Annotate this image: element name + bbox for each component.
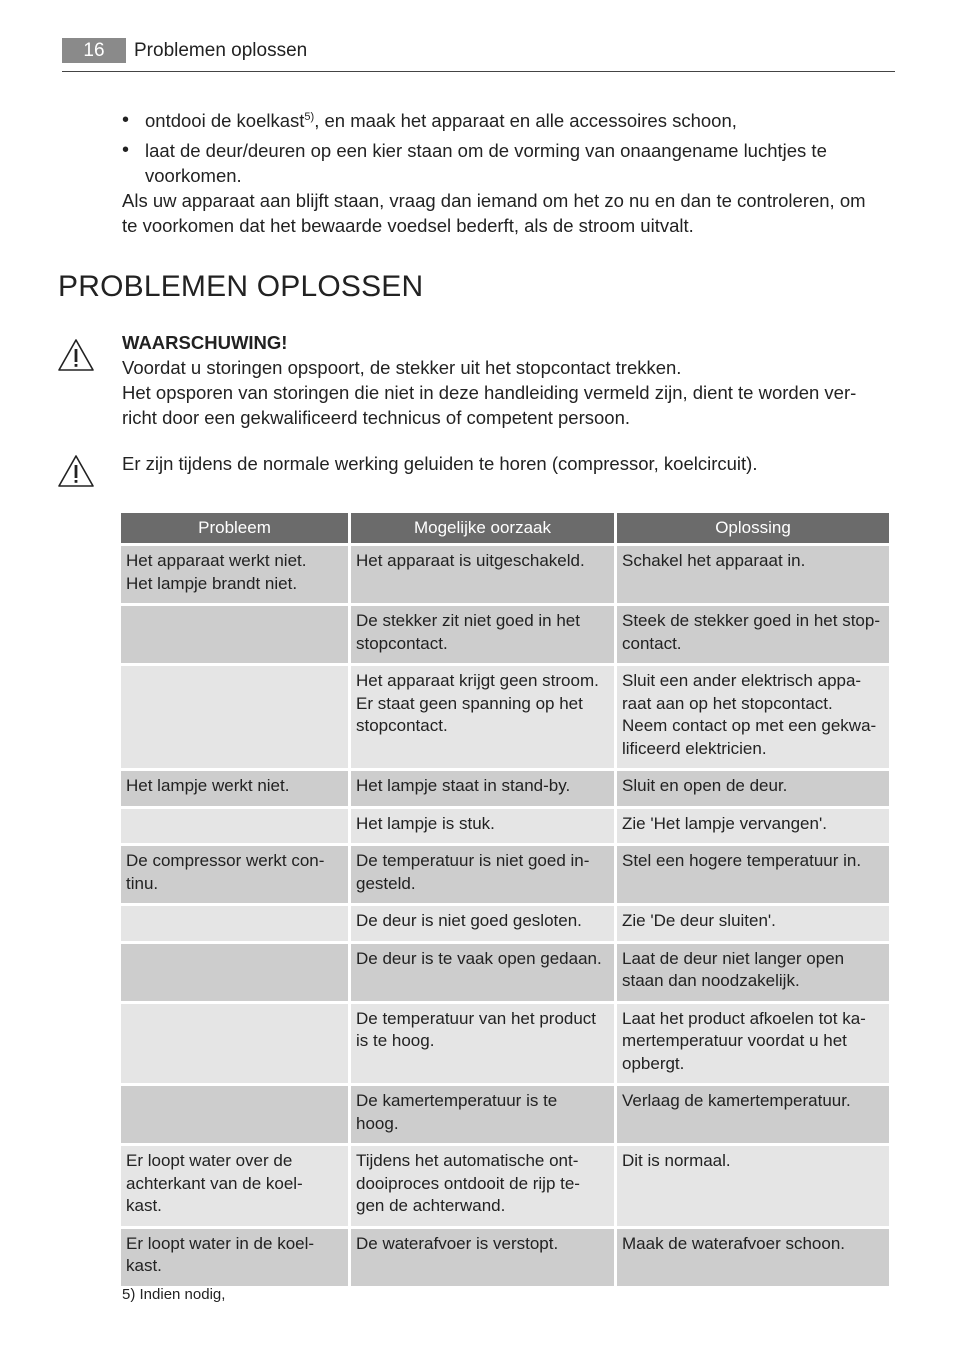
problem-cell — [121, 1146, 348, 1226]
column-header: Oplossing — [617, 513, 889, 543]
bullet-item — [122, 108, 894, 133]
cause-cell — [351, 846, 614, 903]
bullet-dot: • — [122, 109, 130, 131]
solution-text: Laat de deur niet langer open — [622, 948, 845, 968]
table-row — [121, 846, 889, 903]
solution-text: Maak de waterafvoer schoon. — [622, 1233, 846, 1253]
problem-text: kast. — [126, 1256, 162, 1275]
cause-text: Tijdens het automatische ont- — [356, 1151, 579, 1170]
solution-cell — [617, 809, 889, 844]
table-row — [121, 606, 889, 663]
solution-text: Stel een hogere temperatuur in. — [622, 851, 862, 870]
bullet-text: ontdooi de koelkast — [145, 110, 305, 131]
problem-text: De compressor werkt con- — [126, 851, 325, 870]
cause-cell — [351, 606, 614, 663]
cause-text: gesteld. — [356, 873, 416, 893]
bullet-text: , en maak het apparaat en alle accessoires schoon, — [314, 110, 737, 131]
solution-cell — [617, 846, 889, 903]
problem-cell — [121, 606, 348, 663]
table-row — [121, 546, 889, 603]
problem-cell — [121, 1229, 348, 1286]
cause-text: Het apparaat is uitgeschakeld. — [356, 551, 585, 570]
solution-cell — [617, 1004, 889, 1084]
cause-text: De stekker zit niet goed in het — [356, 611, 580, 630]
warning-icon — [57, 338, 95, 372]
cause-text: Het lampje is stuk. — [356, 813, 495, 833]
table-row — [121, 1229, 889, 1286]
page-header — [62, 38, 895, 72]
cause-text: Het lampje staat in stand-by. — [356, 776, 571, 795]
cause-text: hoog. — [356, 1113, 399, 1133]
solution-text: opbergt. — [622, 1053, 685, 1073]
problem-text: tinu. — [126, 873, 159, 893]
page-number: 16 — [62, 38, 126, 63]
table-row — [121, 944, 889, 1001]
table-row — [121, 666, 889, 768]
warning-line: richt door een gekwalificeerd technicus of competent persoon. — [122, 407, 631, 428]
cause-text: De temperatuur van het product — [356, 1008, 597, 1028]
solution-text: raat aan op het stopcontact. — [622, 693, 833, 713]
problem-cell — [121, 846, 348, 903]
solution-cell — [617, 771, 889, 806]
cause-text: gen de achterwand. — [356, 1196, 506, 1215]
solution-text: Sluit een ander elektrisch appa- — [622, 671, 862, 690]
paragraph-line: te voorkomen dat het bewaarde voedsel bederft, als de stroom uitvalt. — [122, 215, 694, 236]
column-header: Probleem — [121, 513, 348, 543]
footnote: 5) Indien nodig, — [122, 1286, 226, 1303]
cause-text: stopcontact. — [356, 633, 448, 653]
cause-cell — [351, 1086, 614, 1143]
table-row — [121, 771, 889, 806]
cause-cell — [351, 944, 614, 1001]
cause-text: Er staat geen spanning op het — [356, 693, 583, 713]
problem-cell — [121, 771, 348, 806]
bullet-dot: • — [122, 139, 130, 161]
table-row — [121, 1004, 889, 1084]
solution-text: Sluit en open de deur. — [622, 776, 788, 795]
table-body — [121, 546, 889, 1286]
cause-text: is te hoog. — [356, 1031, 435, 1050]
solution-text: contact. — [622, 633, 682, 653]
warning-block — [122, 330, 894, 430]
solution-text: Laat het product afkoelen tot ka- — [622, 1008, 866, 1028]
cause-text: De temperatuur is niet goed in- — [356, 851, 590, 870]
cause-text: dooiproces ontdooit de rijp te- — [356, 1173, 580, 1193]
problem-text: Er loopt water in de koel- — [126, 1233, 315, 1253]
solution-cell — [617, 944, 889, 1001]
section-title: PROBLEMEN OPLOSSEN — [58, 270, 424, 303]
solution-cell — [617, 666, 889, 768]
bullet-text: laat de deur/deuren op een kier staan om de vorming van onaangename luchtjes te — [145, 140, 827, 161]
cause-text: De deur is te vaak open gedaan. — [356, 948, 602, 968]
problem-cell — [121, 666, 348, 768]
solution-text: mertemperatuur voordat u het — [622, 1031, 847, 1050]
cause-cell — [351, 906, 614, 941]
warning-line: Het opsporen van storingen die niet in deze handleiding vermeld zijn, dient te worden ver- — [122, 382, 857, 403]
troubleshooting-table — [118, 510, 892, 1289]
solution-cell — [617, 546, 889, 603]
solution-cell — [617, 1229, 889, 1286]
cause-text: De kamertemperatuur is te — [356, 1091, 558, 1110]
paragraph-line: Als uw apparaat aan blijft staan, vraag dan iemand om het zo nu en dan te controleren, om — [122, 190, 866, 211]
cause-cell — [351, 1004, 614, 1084]
cause-cell — [351, 1229, 614, 1286]
cause-text: De deur is niet goed gesloten. — [356, 911, 582, 930]
table-row — [121, 1146, 889, 1226]
solution-cell — [617, 1086, 889, 1143]
cause-cell — [351, 771, 614, 806]
problem-cell — [121, 906, 348, 941]
solution-text: Zie 'De deur sluiten'. — [622, 911, 776, 930]
solution-text: Neem contact op met een gekwa- — [622, 716, 877, 735]
cause-cell — [351, 666, 614, 768]
cause-text: De waterafvoer is verstopt. — [356, 1233, 559, 1253]
problem-text: Er loopt water over de — [126, 1151, 293, 1170]
cause-text: stopcontact. — [356, 716, 448, 735]
problem-text: Het lampje brandt niet. — [126, 573, 298, 593]
intro-paragraph — [122, 188, 894, 238]
table-header-row — [121, 513, 889, 543]
problem-text: Het lampje werkt niet. — [126, 776, 290, 795]
solution-text: Zie 'Het lampje vervangen'. — [622, 813, 827, 833]
solution-text: staan dan noodzakelijk. — [622, 971, 800, 990]
footnote-ref: 5) — [304, 110, 315, 123]
caution-icon — [57, 454, 95, 488]
solution-cell — [617, 1146, 889, 1226]
problem-cell — [121, 944, 348, 1001]
solution-text: Dit is normaal. — [622, 1151, 731, 1170]
problem-cell — [121, 546, 348, 603]
problem-cell — [121, 809, 348, 844]
bullet-item — [122, 138, 894, 188]
solution-text: Steek de stekker goed in het stop- — [622, 611, 880, 630]
table-row — [121, 1086, 889, 1143]
column-header: Mogelijke oorzaak — [351, 513, 614, 543]
cause-cell — [351, 809, 614, 844]
solution-text: Verlaag de kamertemperatuur. — [622, 1091, 851, 1110]
bullet-text: voorkomen. — [145, 165, 242, 186]
header-title: Problemen oplossen — [134, 40, 308, 61]
solution-cell — [617, 906, 889, 941]
cause-text: Het apparaat krijgt geen stroom. — [356, 671, 599, 690]
intro-text — [122, 108, 894, 238]
cause-cell — [351, 1146, 614, 1226]
solution-cell — [617, 606, 889, 663]
table-row — [121, 809, 889, 844]
problem-text: kast. — [126, 1196, 162, 1215]
cause-cell — [351, 546, 614, 603]
warning-line: Voordat u storingen opspoort, de stekker uit het stopcontact trekken. — [122, 357, 682, 378]
problem-text: Het apparaat werkt niet. — [126, 551, 307, 570]
noise-note: Er zijn tijdens de normale werking geluiden te horen (compressor, koelcircuit). — [122, 453, 758, 474]
problem-text: achterkant van de koel- — [126, 1173, 303, 1193]
table-row — [121, 906, 889, 941]
solution-text: lificeerd elektricien. — [622, 738, 767, 758]
problem-cell — [121, 1086, 348, 1143]
warning-title: WAARSCHUWING! — [122, 332, 288, 353]
problem-cell — [121, 1004, 348, 1084]
solution-text: Schakel het apparaat in. — [622, 551, 806, 570]
